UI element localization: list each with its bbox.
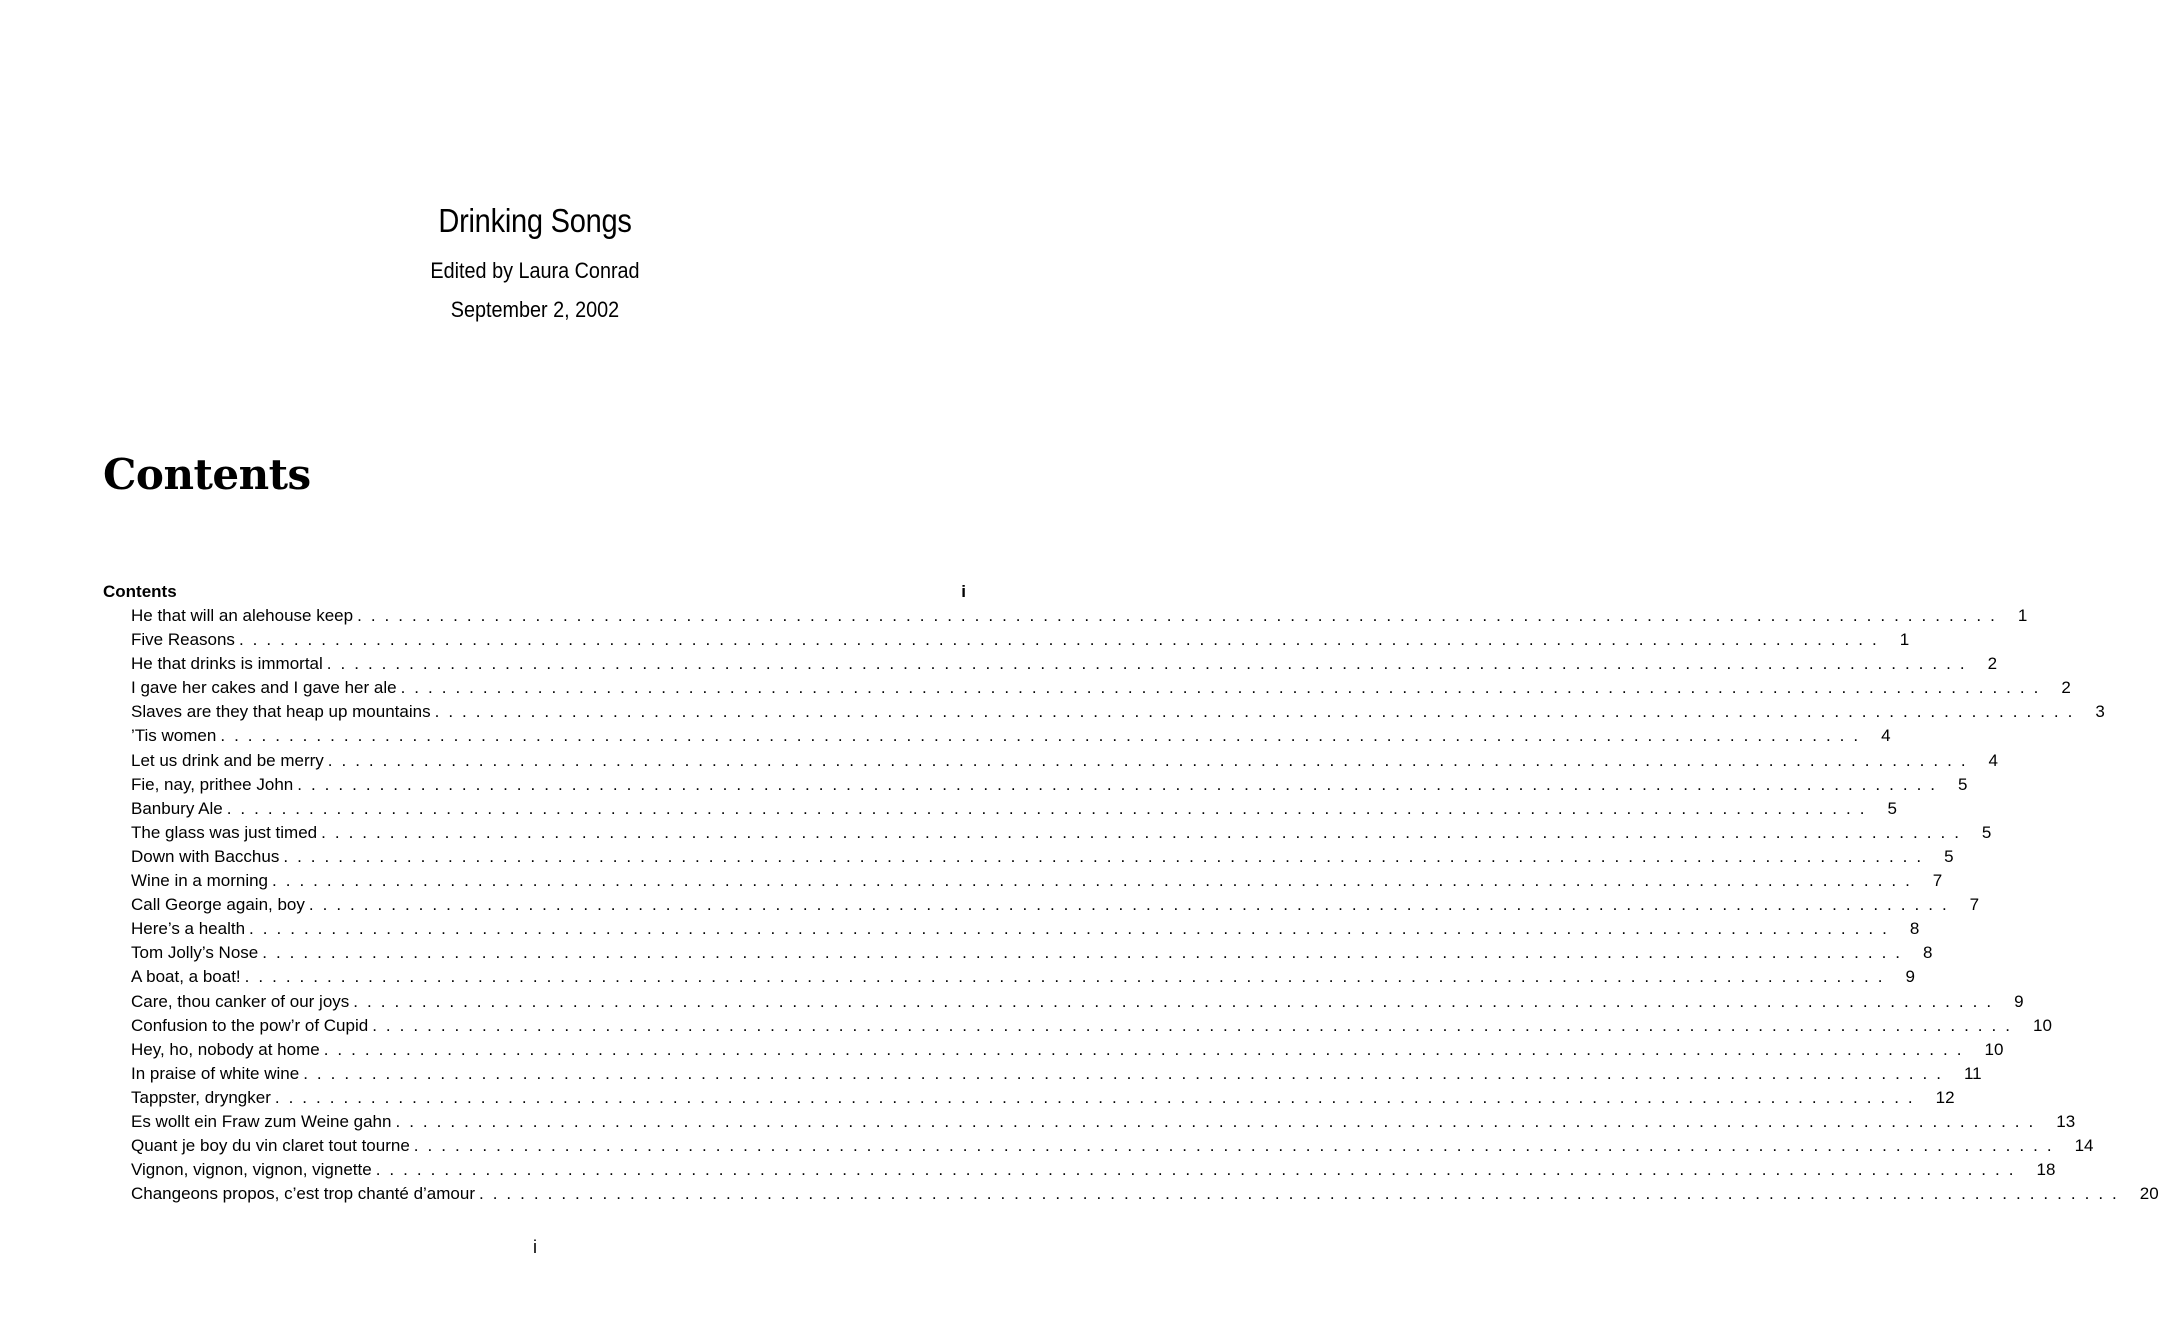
toc-entry-title: He that drinks is immortal [131,654,323,674]
toc-dot-leader: ........................................................................................................................ [272,871,1919,891]
toc-dot-leader: ........................................................................................................................ [297,774,1945,794]
document-author: Edited by Laura Conrad [430,258,640,283]
toc-entry[interactable] [103,797,1897,821]
toc-entry[interactable] [103,628,1910,652]
toc-entry-title: The glass was just timed [131,822,318,842]
toc-entry-title: Es wollt ein Fraw zum Weine gahn [131,1111,392,1131]
toc-entry[interactable] [103,1134,2094,1158]
toc-entry-page: 7 [1969,895,1980,915]
page-number: i [533,1237,537,1257]
toc-entry-title: Care, thou canker of our joys [131,991,350,1011]
toc-dot-leader: ........................................................................................................................ [321,822,1968,842]
toc-entry[interactable] [103,941,1933,965]
toc-entry-page: 8 [1909,919,1920,939]
toc-dot-leader: ........................................................................................................................ [375,1160,2023,1180]
toc-entry-page: 11 [1963,1063,1982,1083]
toc-header-page: i [961,582,966,601]
toc-entry-page: 4 [1988,750,1999,770]
toc-entry-page: 18 [2036,1160,2056,1180]
toc-entry-title: Wine in a morning [131,871,269,891]
toc-entry[interactable] [103,724,1891,748]
toc-entry-page: 12 [1935,1087,1955,1107]
toc-entry-page: 5 [1887,798,1897,818]
toc-entry-page: 10 [1984,1039,2004,1059]
toc-entry[interactable] [103,1182,2159,1206]
toc-dot-leader: ........................................................................................................................ [395,1111,2043,1131]
toc-entry-page: 2 [2061,678,2071,698]
toc-dot-leader: ........................................................................................................................ [262,943,1910,963]
toc-dot-leader: ........................................................................................................................ [244,967,1892,987]
toc-entry[interactable] [103,1014,2052,1038]
toc-entry[interactable] [103,917,1920,941]
toc-entry-page: 9 [2014,991,2024,1011]
toc-entry[interactable] [103,845,1954,869]
toc-entry-page: 14 [2074,1136,2094,1156]
toc-dot-leader: ........................................................................................................................ [413,1136,2061,1156]
toc-dot-leader: ........................................................................................................................ [238,630,1886,650]
toc-entry-title: Banbury Ale [131,798,223,818]
toc-entry-title: Fie, nay, prithee John [131,774,294,794]
toc-entry[interactable] [103,869,1943,893]
toc-entry[interactable] [103,893,1980,917]
document-title: Drinking Songs [438,202,632,239]
toc-entry[interactable] [103,1086,1955,1110]
toc-entry[interactable] [103,1038,2004,1062]
toc-entry-title: Five Reasons [131,630,235,650]
toc-dot-leader: ........................................................................................................................ [220,726,1868,746]
toc-dot-leader: ........................................................................................................................ [274,1087,1922,1107]
toc-entry-title: Down with Bacchus [131,846,280,866]
toc-entry-page: 10 [2032,1015,2052,1035]
toc-entry[interactable] [103,1062,1982,1086]
toc-dot-leader: ........................................................................................................................ [327,750,1975,770]
document-date: September 2, 2002 [450,297,620,322]
toc-entry[interactable] [103,1110,2076,1134]
toc-dot-leader: ........................................................................................................................ [400,678,2048,698]
toc-entry[interactable] [103,749,1999,773]
toc-header[interactable] [103,580,966,604]
toc-entry-page: 1 [2017,606,2028,625]
toc-entry[interactable] [103,821,1992,845]
toc-entry-page: 3 [2095,702,2105,722]
toc-entry-title: Tappster, dryngker [131,1087,271,1107]
toc-entry-page: 2 [1987,654,1998,674]
toc-entry-title: A boat, a boat! [131,967,241,987]
toc-entry[interactable] [103,604,2028,628]
toc-entry-title: Slaves are they that heap up mountains [131,702,431,722]
toc-entry-page: 13 [2056,1111,2076,1131]
toc-entry-page: 8 [1923,943,1933,963]
toc-entry-page: 5 [1981,822,1992,842]
toc-dot-leader: ........................................................................................................................ [478,1184,2126,1204]
toc-entry-title: Changeons propos, c’est trop chanté d’amour [131,1184,475,1204]
toc-dot-leader: ........................................................................................................................ [357,606,2004,625]
toc-entry-page: 9 [1905,967,1915,987]
toc-entry[interactable] [103,965,1915,989]
toc-dot-leader: ........................................................................................................................ [323,1039,1971,1059]
contents-heading: Contents [103,450,311,499]
toc-dot-leader: ........................................................................................................................ [303,1063,1950,1083]
toc-entry-title: He that will an alehouse keep [131,606,354,625]
toc-entry-page: 1 [1899,630,1910,650]
toc-header-title: Contents [103,582,177,601]
toc-dot-leader: ........................................................................................................................ [308,895,1956,915]
toc-dot-leader: ........................................................................................................................ [434,702,2082,722]
toc-entry[interactable] [103,676,2071,700]
toc-entry-page: 20 [2139,1184,2159,1204]
toc-dot-leader: ........................................................................................................................ [353,991,2001,1011]
toc-dot-leader: ........................................................................................................................ [372,1015,2019,1035]
toc-entry[interactable] [103,700,2105,724]
toc-entries [103,604,2159,1206]
toc-entry-title: Tom Jolly’s Nose [131,943,259,963]
toc-entry-title: Confusion to the pow’r of Cupid [131,1015,369,1035]
toc-entry-title: Here’s a health [131,919,246,939]
toc-dot-leader: ........................................................................................................................ [326,654,1974,674]
toc-dot-leader: ........................................................................................................................ [283,846,1931,866]
toc-entry-title: ’Tis women [131,726,217,746]
toc-entry-title: I gave her cakes and I gave her ale [131,678,397,698]
toc-entry-page: 5 [1958,774,1968,794]
toc-entry-title: Vignon, vignon, vignon, vignette [131,1160,372,1180]
toc-entry-title: Call George again, boy [131,895,305,915]
toc-dot-leader: ........................................................................................................................ [249,919,1896,939]
table-of-contents [103,580,2159,1206]
toc-entry-page: 4 [1881,726,1891,746]
toc-entry[interactable] [103,990,2024,1014]
toc-entry-title: Let us drink and be merry [131,750,324,770]
toc-entry[interactable] [103,652,1998,676]
toc-entry[interactable] [103,773,1968,797]
toc-entry-title: Quant je boy du vin claret tout tourne [131,1136,410,1156]
toc-entry-title: Hey, ho, nobody at home [131,1039,320,1059]
toc-dot-leader: ........................................................................................................................ [226,798,1874,818]
toc-entry-title: In praise of white wine [131,1063,300,1083]
toc-entry[interactable] [103,1158,2056,1182]
toc-entry-page: 7 [1932,871,1943,891]
toc-entry-page: 5 [1944,846,1954,866]
